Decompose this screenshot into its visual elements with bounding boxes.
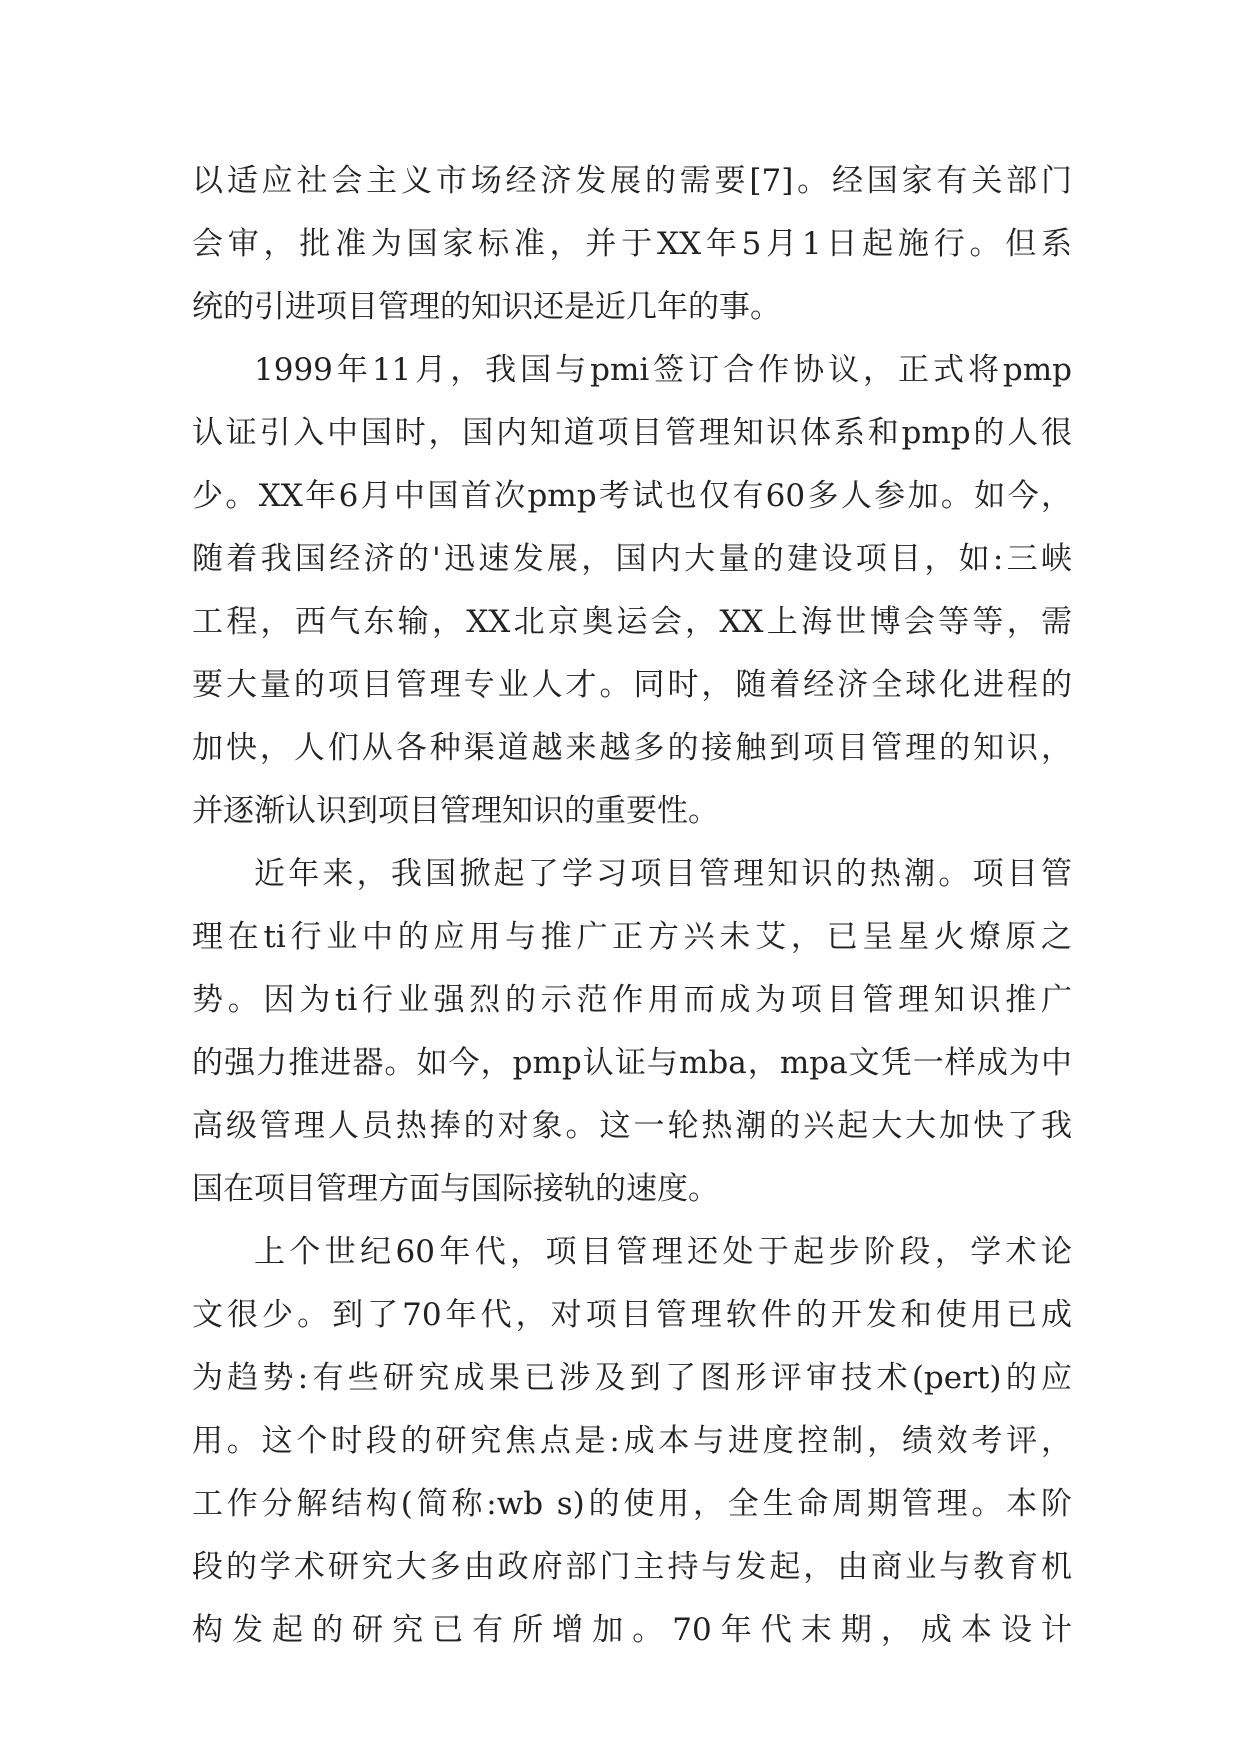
text-line: 随着我国经济的'迅速发展，国内大量的建设项目，如:三峡 bbox=[192, 541, 1072, 577]
text-line: 势。因为ti行业强烈的示范作用而成为项目管理知识推广 bbox=[192, 982, 1072, 1018]
text-line: 以适应社会主义市场经济发展的需要[7]。经国家有关部门 bbox=[192, 163, 1072, 199]
text-line: 用。这个时段的研究焦点是:成本与进度控制，绩效考评， bbox=[192, 1423, 1072, 1459]
text-line: 少。XX年6月中国首次pmp考试也仅有60多人参加。如今， bbox=[192, 478, 1072, 514]
text-line: 高级管理人员热捧的对象。这一轮热潮的兴起大大加快了我 bbox=[192, 1108, 1072, 1144]
text-line: 近年来，我国掀起了学习项目管理知识的热潮。项目管 bbox=[254, 856, 1072, 892]
text-line: 会审，批准为国家标准，并于XX年5月1日起施行。但系 bbox=[192, 226, 1072, 262]
text-line: 理在ti行业中的应用与推广正方兴未艾，已呈星火燎原之 bbox=[192, 919, 1072, 955]
text-line: 工程，西气东输，XX北京奥运会，XX上海世博会等等，需 bbox=[192, 604, 1072, 640]
text-line: 要大量的项目管理专业人才。同时，随着经济全球化进程的 bbox=[192, 667, 1072, 703]
text-line: 上个世纪60年代，项目管理还处于起步阶段，学术论 bbox=[254, 1234, 1072, 1270]
text-line: 并逐渐认识到项目管理知识的重要性。 bbox=[192, 793, 719, 829]
text-line: 加快，人们从各种渠道越来越多的接触到项目管理的知识， bbox=[192, 730, 1072, 766]
text-line: 文很少。到了70年代，对项目管理软件的开发和使用已成 bbox=[192, 1297, 1072, 1333]
text-line: 国在项目管理方面与国际接轨的速度。 bbox=[192, 1171, 719, 1207]
text-line: 构发起的研究已有所增加。70年代末期，成本设计 bbox=[192, 1612, 1072, 1648]
text-line: 段的学术研究大多由政府部门主持与发起，由商业与教育机 bbox=[192, 1549, 1072, 1585]
text-line: 认证引入中国时，国内知道项目管理知识体系和pmp的人很 bbox=[192, 415, 1072, 451]
text-line: 工作分解结构(简称:wb s)的使用，全生命周期管理。本阶 bbox=[192, 1486, 1072, 1522]
text-line: 为趋势:有些研究成果已涉及到了图形评审技术(pert)的应 bbox=[192, 1360, 1072, 1396]
document-body-text bbox=[192, 150, 1072, 1662]
text-line: 的强力推进器。如今，pmp认证与mba，mpa文凭一样成为中 bbox=[192, 1045, 1072, 1081]
text-line: 1999年11月，我国与pmi签订合作协议，正式将pmp bbox=[254, 352, 1072, 388]
text-line: 统的引进项目管理的知识还是近几年的事。 bbox=[192, 289, 781, 325]
